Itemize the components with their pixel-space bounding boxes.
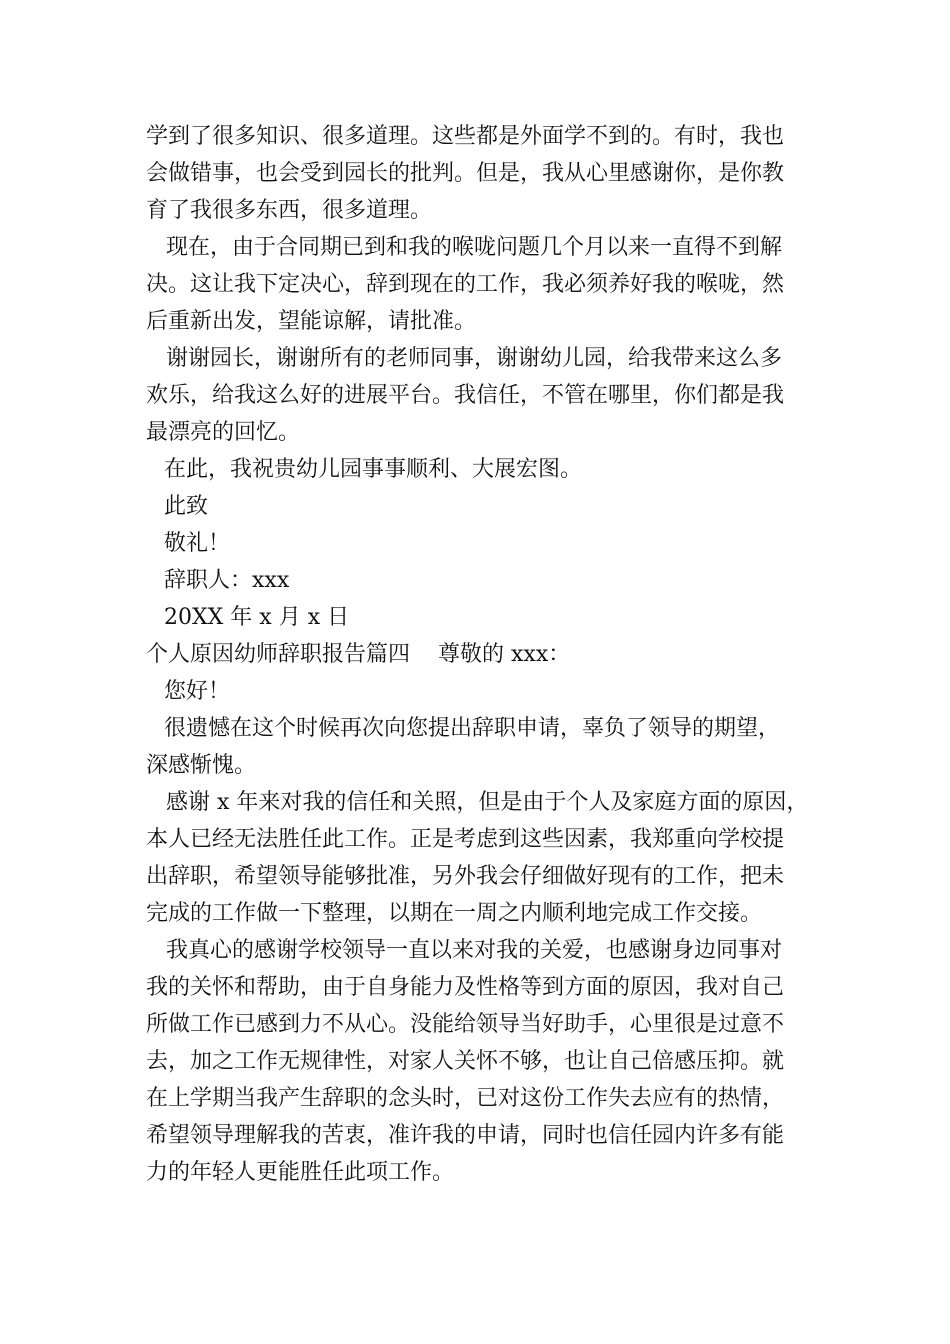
paragraph-line: 去，加之工作无规律性，对家人关怀不够，也让自己倍感压抑。就 — [146, 1049, 785, 1074]
paragraph-line: 决。这让我下定决心，辞到现在的工作，我必须养好我的喉咙，然 — [146, 272, 785, 297]
paragraph-line: 力的年轻人更能胜任此项工作。 — [146, 1160, 455, 1185]
paragraph-line: 希望领导理解我的苦衷，准许我的申请，同时也信任园内许多有能 — [146, 1123, 785, 1148]
greeting-line: 您好！ — [164, 679, 231, 704]
paragraph-line: 我真心的感谢学校领导一直以来对我的关爱，也感谢身边同事对 — [166, 938, 783, 963]
paragraph-line: 出辞职，希望领导能够批准，另外我会仔细做好现有的工作，把未 — [146, 864, 785, 889]
paragraph-line: 现在，由于合同期已到和我的喉咙问题几个月以来一直得不到解 — [166, 235, 783, 260]
paragraph-line: 欢乐，给我这么好的进展平台。我信任，不管在哪里，你们都是我 — [146, 383, 785, 408]
paragraph-line: 育了我很多东西，很多道理。 — [146, 198, 433, 223]
paragraph-line: 深感惭愧。 — [146, 753, 257, 778]
paragraph-line: 感谢 x 年来对我的信任和关照，但是由于个人及家庭方面的原因， — [166, 790, 809, 815]
paragraph-line: 所做工作已感到力不从心。没能给领导当好助手，心里很是过意不 — [146, 1012, 785, 1037]
date-line: 20XX 年 x 月 x 日 — [164, 605, 350, 630]
paragraph-line: 很遗憾在这个时候再次向您提出辞职申请，辜负了领导的期望， — [164, 716, 781, 741]
paragraph-line: 在此，我祝贵幼儿园事事顺利、大展宏图。 — [164, 457, 583, 482]
paragraph-line: 完成的工作做一下整理，以期在一周之内顺利地完成工作交接。 — [146, 901, 763, 926]
document-body — [146, 118, 836, 1191]
section-title: 个人原因幼师辞职报告篇四 — [146, 642, 411, 667]
section-heading-line — [146, 636, 836, 673]
paragraph-line: 在上学期当我产生辞职的念头时，已对这份工作失去应有的热情， — [146, 1086, 785, 1111]
paragraph-line: 最漂亮的回忆。 — [146, 420, 301, 445]
paragraph-line: 我的关怀和帮助，由于自身能力及性格等到方面的原因，我对自己 — [146, 975, 785, 1000]
paragraph-line: 谢谢园长，谢谢所有的老师同事，谢谢幼儿园，给我带来这么多 — [166, 346, 783, 371]
recipient-greeting: 尊敬的 xxx： — [438, 642, 571, 667]
paragraph-line: 学到了很多知识、很多道理。这些都是外面学不到的。有时，我也 — [146, 124, 785, 149]
closing-salutation: 此致 — [164, 494, 209, 519]
paragraph-line: 本人已经无法胜任此工作。正是考虑到这些因素，我郑重向学校提 — [146, 827, 785, 852]
closing-respect: 敬礼！ — [164, 531, 231, 556]
paragraph-line: 后重新出发，望能谅解，请批准。 — [146, 309, 477, 334]
signature-line: 辞职人：xxx — [164, 568, 290, 593]
paragraph-line: 会做错事，也会受到园长的批判。但是，我从心里感谢你，是你教 — [146, 161, 785, 186]
